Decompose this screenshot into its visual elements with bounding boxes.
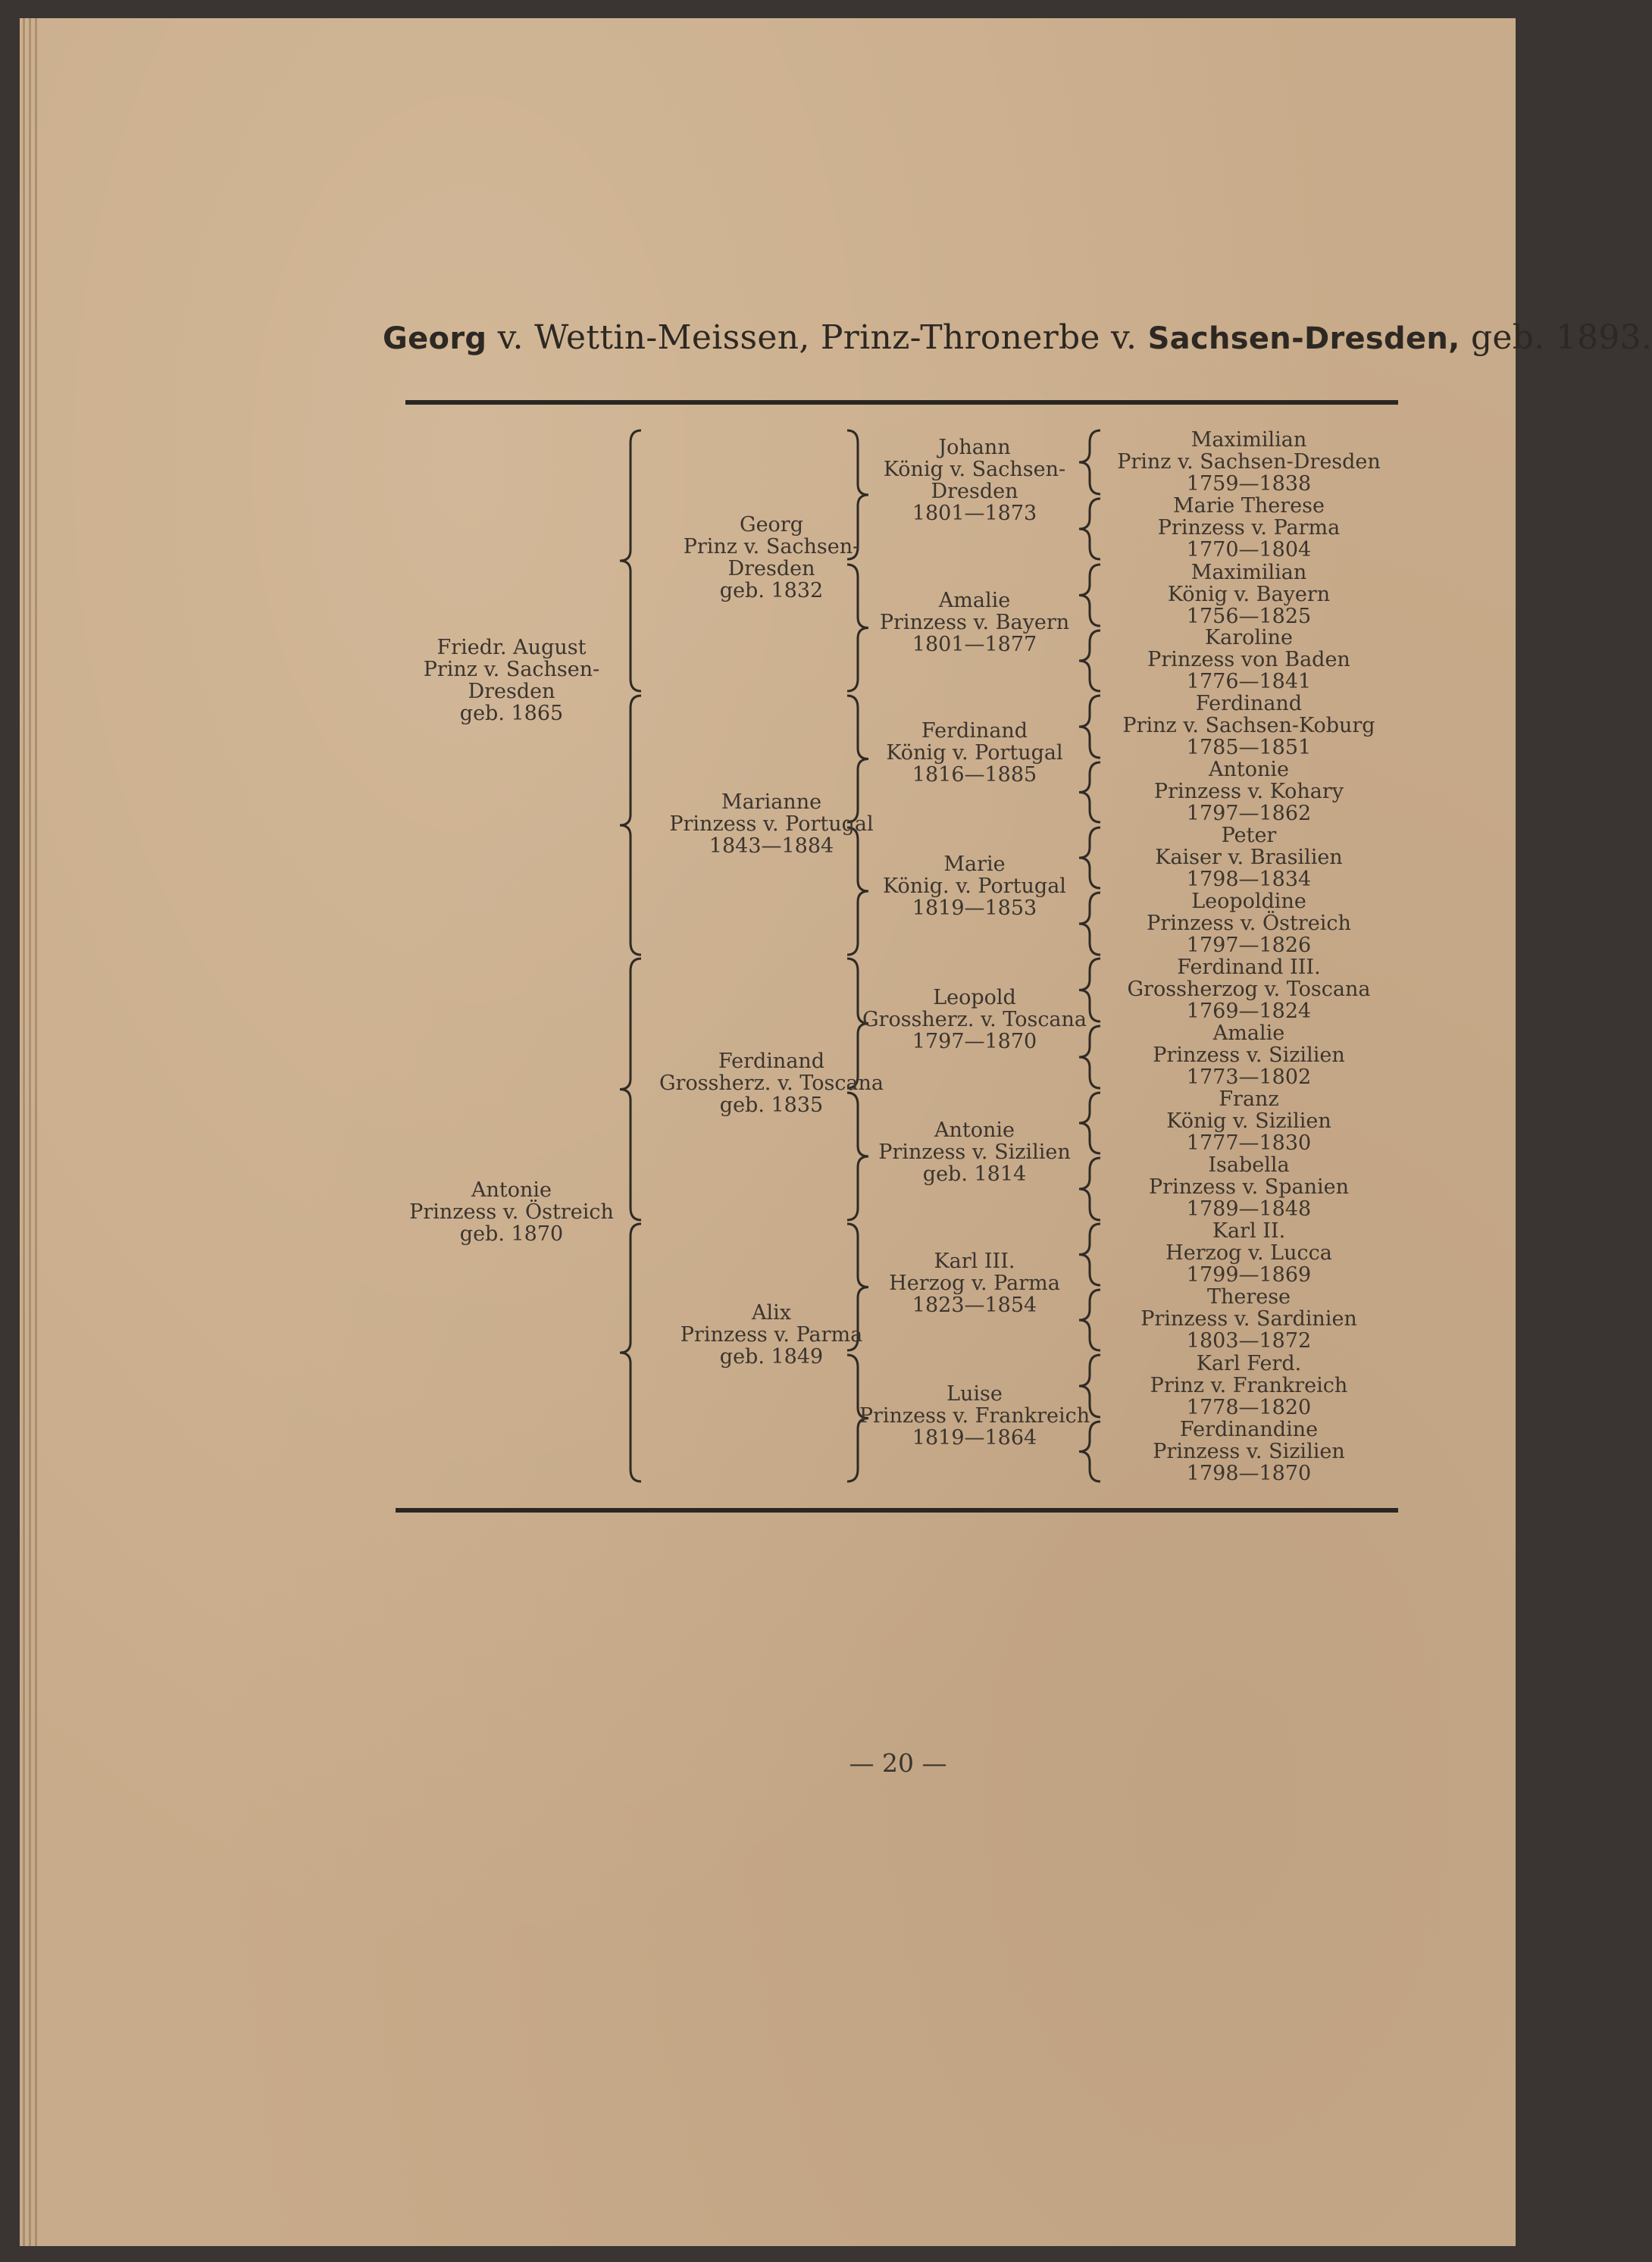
person-friedr-august [322, 637, 701, 724]
person-name: Maximilian [1191, 561, 1307, 584]
person-detail: König v. Bayern [1167, 583, 1331, 606]
person-ferdinand-iii [1059, 956, 1438, 1022]
person-name: Antonie [1209, 758, 1289, 781]
person-name: Leopoldine [1191, 890, 1306, 913]
person-detail: 1798—1870 [1186, 1462, 1312, 1485]
person-detail: 1803—1872 [1186, 1329, 1312, 1353]
person-name: Leopold [933, 986, 1016, 1009]
title-name: Georg [383, 321, 487, 356]
person-name: Georg [740, 513, 803, 537]
person-detail: 1756—1825 [1186, 605, 1312, 628]
person-name: Karl II. [1212, 1219, 1286, 1243]
person-detail: Grossherz. v. Toscana [862, 1008, 1087, 1031]
person-detail: Grossherz. v. Toscana [659, 1072, 884, 1095]
person-maximilian-bayern [1059, 562, 1438, 627]
person-detail: Dresden [931, 480, 1018, 503]
person-detail: Kaiser v. Brasilien [1155, 846, 1343, 869]
person-detail: Prinzess v. Sizilien [878, 1140, 1071, 1164]
person-detail: geb. 1814 [922, 1162, 1027, 1186]
person-name: Johann [938, 436, 1011, 459]
person-detail: Prinzess von Baden [1147, 648, 1350, 671]
person-name: Antonie [934, 1118, 1015, 1142]
person-detail: Prinz v. Sachsen-Dresden [1117, 450, 1381, 474]
person-name: Ferdinandine [1179, 1418, 1319, 1441]
person-karl-ferd [1059, 1353, 1438, 1419]
title-house: Sachsen-Dresden, [1147, 321, 1460, 356]
person-amalie-sizilien [1059, 1022, 1438, 1088]
person-name: Karl III. [934, 1250, 1015, 1273]
person-marianne [582, 791, 961, 857]
person-detail: Prinzess v. Portugal [669, 812, 874, 836]
person-detail: Prinzess v. Frankreich [859, 1404, 1090, 1428]
person-detail: König v. Portugal [886, 741, 1063, 765]
person-detail: 1789—1848 [1186, 1197, 1312, 1221]
person-name: Karoline [1204, 626, 1294, 649]
person-detail: Prinzess v. Parma [1157, 516, 1341, 540]
person-detail: 1801—1877 [912, 633, 1037, 656]
person-detail: Prinzess v. Sizilien [1153, 1043, 1345, 1067]
person-name: Marie Therese [1173, 494, 1325, 518]
person-name: Amalie [1212, 1021, 1285, 1045]
person-detail: Prinzess v. Bayern [879, 611, 1070, 634]
person-detail: geb. 1835 [719, 1093, 824, 1117]
person-detail: Prinzess v. Spanien [1148, 1175, 1350, 1199]
person-leopoldine [1059, 890, 1438, 956]
person-name: Ferdinand [921, 719, 1028, 743]
person-name: Antonie [471, 1178, 552, 1202]
person-detail: 1776—1841 [1186, 670, 1312, 693]
person-therese [1059, 1286, 1438, 1352]
person-detail: 1819—1864 [912, 1426, 1037, 1450]
person-detail: Prinzess v. Kohary [1153, 780, 1344, 803]
person-marie-therese [1059, 495, 1438, 561]
person-detail: 1759—1838 [1186, 472, 1312, 496]
person-name: Isabella [1208, 1153, 1290, 1177]
person-name: Marianne [721, 790, 822, 814]
title-lineage: v. Wettin-Meissen, Prinz-Thronerbe v. [487, 318, 1148, 357]
person-name: Therese [1206, 1285, 1291, 1309]
person-detail: 1797—1862 [1186, 802, 1312, 825]
page-number: — 20 — [849, 1748, 947, 1778]
person-antonie [322, 1179, 701, 1245]
person-detail: Prinzess v. Sardinien [1140, 1307, 1357, 1331]
person-name: Peter [1221, 824, 1277, 847]
person-detail: 1823—1854 [912, 1294, 1037, 1317]
person-name: Alix [752, 1301, 791, 1325]
person-isabella [1059, 1154, 1438, 1220]
person-detail: Herzog v. Parma [889, 1272, 1060, 1295]
person-detail: Prinzess v. Östreich [409, 1200, 614, 1224]
person-name: Maximilian [1191, 428, 1307, 452]
person-name: Marie [943, 853, 1006, 876]
person-detail: 1843—1884 [709, 834, 834, 858]
person-detail: Prinzess v. Östreich [1147, 912, 1351, 935]
person-name: Luise [946, 1382, 1003, 1406]
person-detail: 1778—1820 [1186, 1396, 1312, 1419]
person-detail: Dresden [468, 680, 555, 703]
person-ferdinand [582, 1050, 961, 1116]
person-detail: 1801—1873 [912, 502, 1037, 525]
person-detail: 1777—1830 [1186, 1131, 1312, 1155]
person-detail: Dresden [727, 557, 815, 580]
person-ferdinand-koburg [1059, 693, 1438, 759]
person-detail: 1816—1885 [912, 763, 1037, 787]
person-detail: Prinz v. Frankreich [1150, 1374, 1348, 1397]
person-name: Franz [1219, 1087, 1279, 1111]
person-karoline [1059, 627, 1438, 693]
person-detail: 1797—1826 [1186, 934, 1312, 957]
person-detail: 1819—1853 [912, 896, 1037, 920]
person-detail: Herzog v. Lucca [1165, 1241, 1332, 1265]
person-name: Friedr. August [436, 636, 587, 659]
person-georg [582, 514, 961, 602]
person-name: Amalie [938, 589, 1011, 612]
person-detail: geb. 1832 [719, 579, 824, 602]
person-name: Karl Ferd. [1196, 1352, 1302, 1375]
person-name: Ferdinand [1195, 692, 1303, 715]
title-birth: geb. 1893. [1460, 318, 1652, 357]
person-detail: Grossherzog v. Toscana [1127, 978, 1371, 1001]
person-detail: geb. 1870 [459, 1222, 564, 1246]
person-ferdinandine [1059, 1419, 1438, 1485]
person-karl-ii [1059, 1220, 1438, 1286]
person-detail: geb. 1849 [719, 1345, 824, 1369]
person-detail: 1773—1802 [1186, 1065, 1312, 1089]
person-detail: König v. Sachsen- [883, 458, 1066, 481]
person-detail: 1770—1804 [1186, 538, 1312, 562]
person-antonie-kohary [1059, 759, 1438, 824]
person-peter [1059, 824, 1438, 890]
person-detail: König v. Sizilien [1166, 1109, 1331, 1133]
person-detail: 1797—1870 [912, 1030, 1037, 1053]
person-detail: König. v. Portugal [883, 874, 1066, 898]
person-detail: Prinz v. Sachsen- [423, 658, 600, 681]
person-detail: 1769—1824 [1186, 1000, 1312, 1023]
person-detail: 1785—1851 [1186, 736, 1312, 759]
person-detail: Prinz v. Sachsen-Koburg [1122, 714, 1375, 737]
person-detail: geb. 1865 [459, 702, 564, 725]
person-detail: Prinzess v. Parma [680, 1323, 863, 1347]
person-franz [1059, 1088, 1438, 1154]
person-name: Ferdinand III. [1177, 956, 1321, 979]
person-maximilian-sachsen [1059, 429, 1438, 495]
person-detail: Prinz v. Sachsen- [683, 535, 860, 558]
person-detail: Prinzess v. Sizilien [1153, 1440, 1345, 1463]
person-detail: 1798—1834 [1186, 868, 1312, 891]
person-name: Ferdinand [718, 1050, 825, 1073]
person-detail: 1799—1869 [1186, 1263, 1312, 1287]
